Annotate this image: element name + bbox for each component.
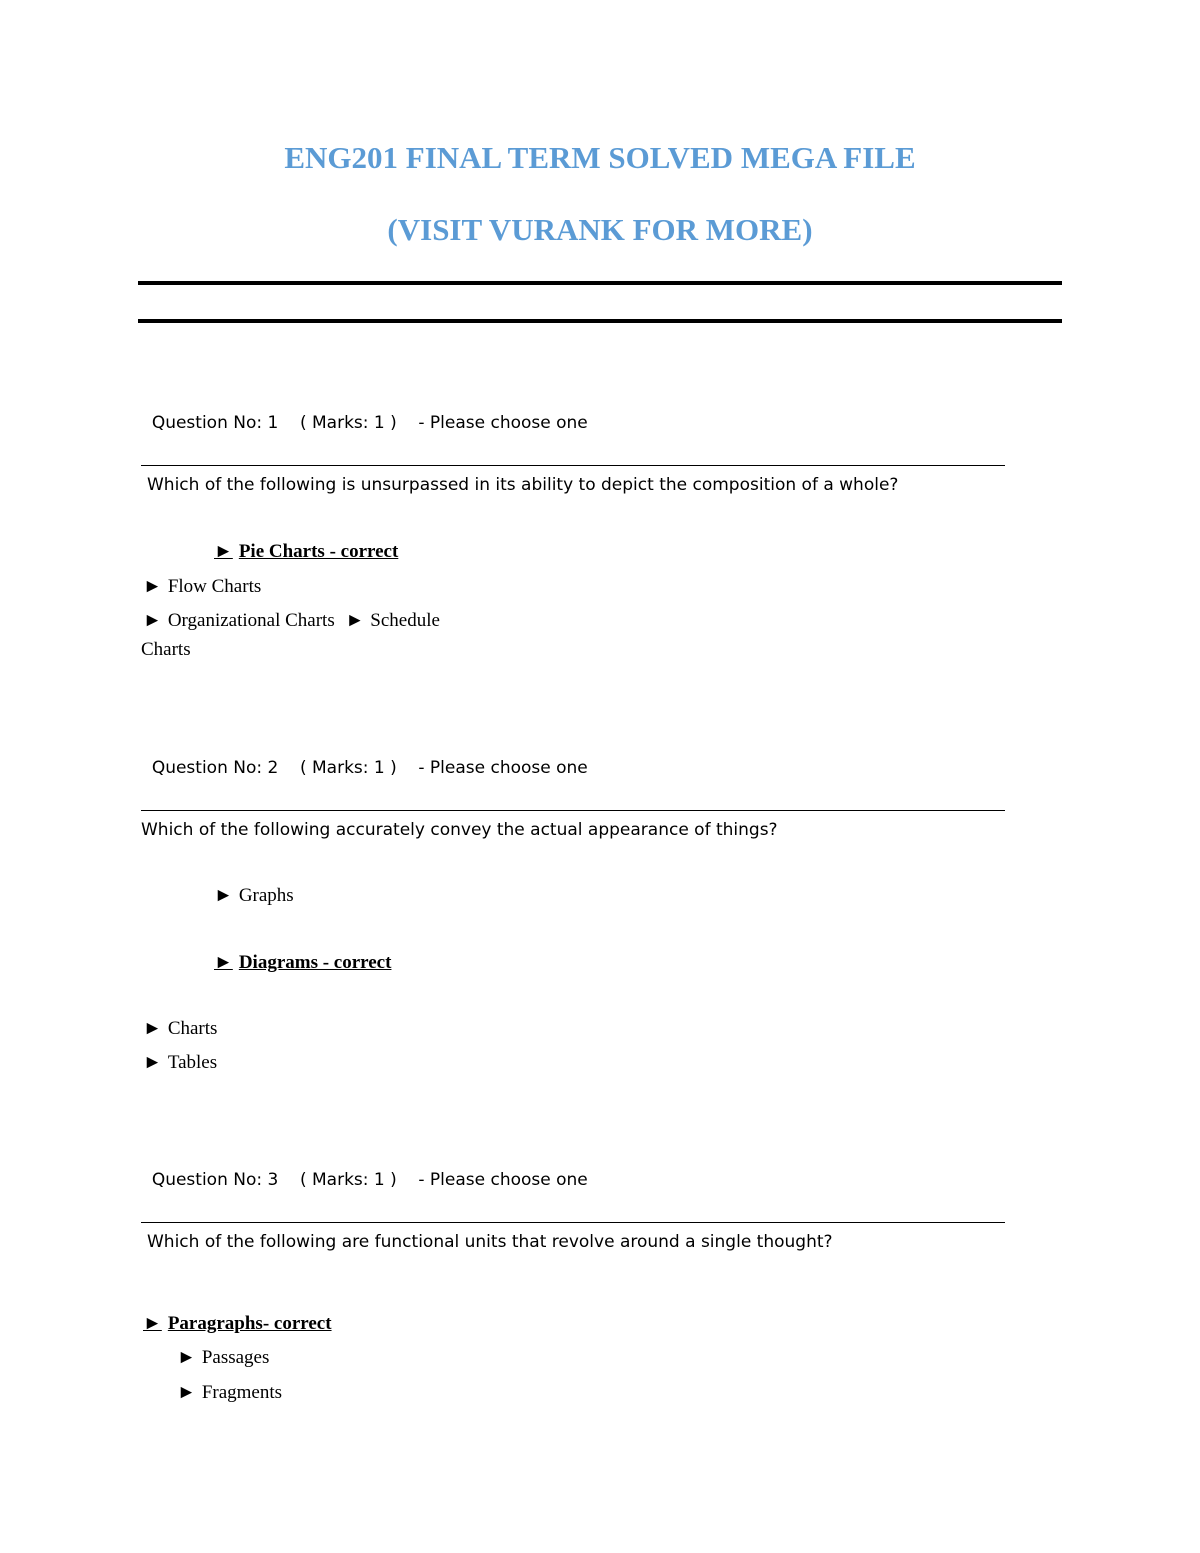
question-1-text: Which of the following is unsurpassed in its ability to depict the composition of a whole? — [147, 475, 899, 495]
question-1-option-3[interactable]: ► Organizational Charts ► Schedule — [143, 610, 440, 631]
question-1-header — [141, 393, 588, 433]
question-3-text: Which of the following are functional units that revolve around a single thought? — [147, 1232, 833, 1252]
arrow-icon: ► — [345, 610, 365, 631]
question-2-option-4[interactable]: ► Tables — [143, 1052, 218, 1073]
arrow-icon: ► — [143, 1313, 162, 1334]
arrow-icon: ► — [177, 1347, 196, 1368]
arrow-icon: ► — [214, 885, 233, 906]
question-marks: ( Marks: 1 ) — [299, 1170, 397, 1190]
question-1-option-3-continuation: Charts — [141, 639, 191, 660]
question-number: Question No: 1 — [151, 413, 279, 433]
question-marks: ( Marks: 1 ) — [299, 413, 397, 433]
question-instruction: - Please choose one — [418, 413, 588, 433]
page-title: ENG201 FINAL TERM SOLVED MEGA FILE — [284, 140, 916, 175]
question-2-header — [141, 738, 588, 778]
arrow-icon: ► — [214, 541, 233, 562]
arrow-icon: ► — [143, 1018, 162, 1039]
question-2-text: Which of the following accurately convey the actual appearance of things? — [141, 820, 778, 840]
question-3-header — [141, 1150, 588, 1190]
question-2-option-2[interactable]: ► Diagrams - correct — [214, 952, 392, 973]
question-instruction: - Please choose one — [418, 1170, 588, 1190]
header-divider-top — [138, 281, 1062, 285]
question-3-option-3[interactable]: ► Fragments — [177, 1382, 283, 1403]
question-marks: ( Marks: 1 ) — [299, 758, 397, 778]
arrow-icon: ► — [143, 610, 162, 631]
arrow-icon: ► — [143, 576, 162, 597]
header-divider-bottom — [138, 319, 1062, 323]
question-number: Question No: 2 — [151, 758, 279, 778]
question-1-option-1[interactable]: ► Pie Charts - correct — [214, 541, 399, 562]
question-2-divider — [141, 810, 1005, 811]
question-instruction: - Please choose one — [418, 758, 588, 778]
question-3-option-2[interactable]: ► Passages — [177, 1347, 270, 1368]
question-1-divider — [141, 465, 1005, 466]
question-number: Question No: 3 — [151, 1170, 279, 1190]
question-3-option-1[interactable]: ► Paragraphs- correct — [143, 1313, 332, 1334]
question-2-option-1[interactable]: ► Graphs — [214, 885, 294, 906]
arrow-icon: ► — [214, 952, 233, 973]
question-2-option-3[interactable]: ► Charts — [143, 1018, 218, 1039]
arrow-icon: ► — [177, 1382, 196, 1403]
page-subtitle: (VISIT VURANK FOR MORE) — [387, 212, 813, 247]
question-1-option-2[interactable]: ► Flow Charts — [143, 576, 262, 597]
question-3-divider — [141, 1222, 1005, 1223]
arrow-icon: ► — [143, 1052, 162, 1073]
